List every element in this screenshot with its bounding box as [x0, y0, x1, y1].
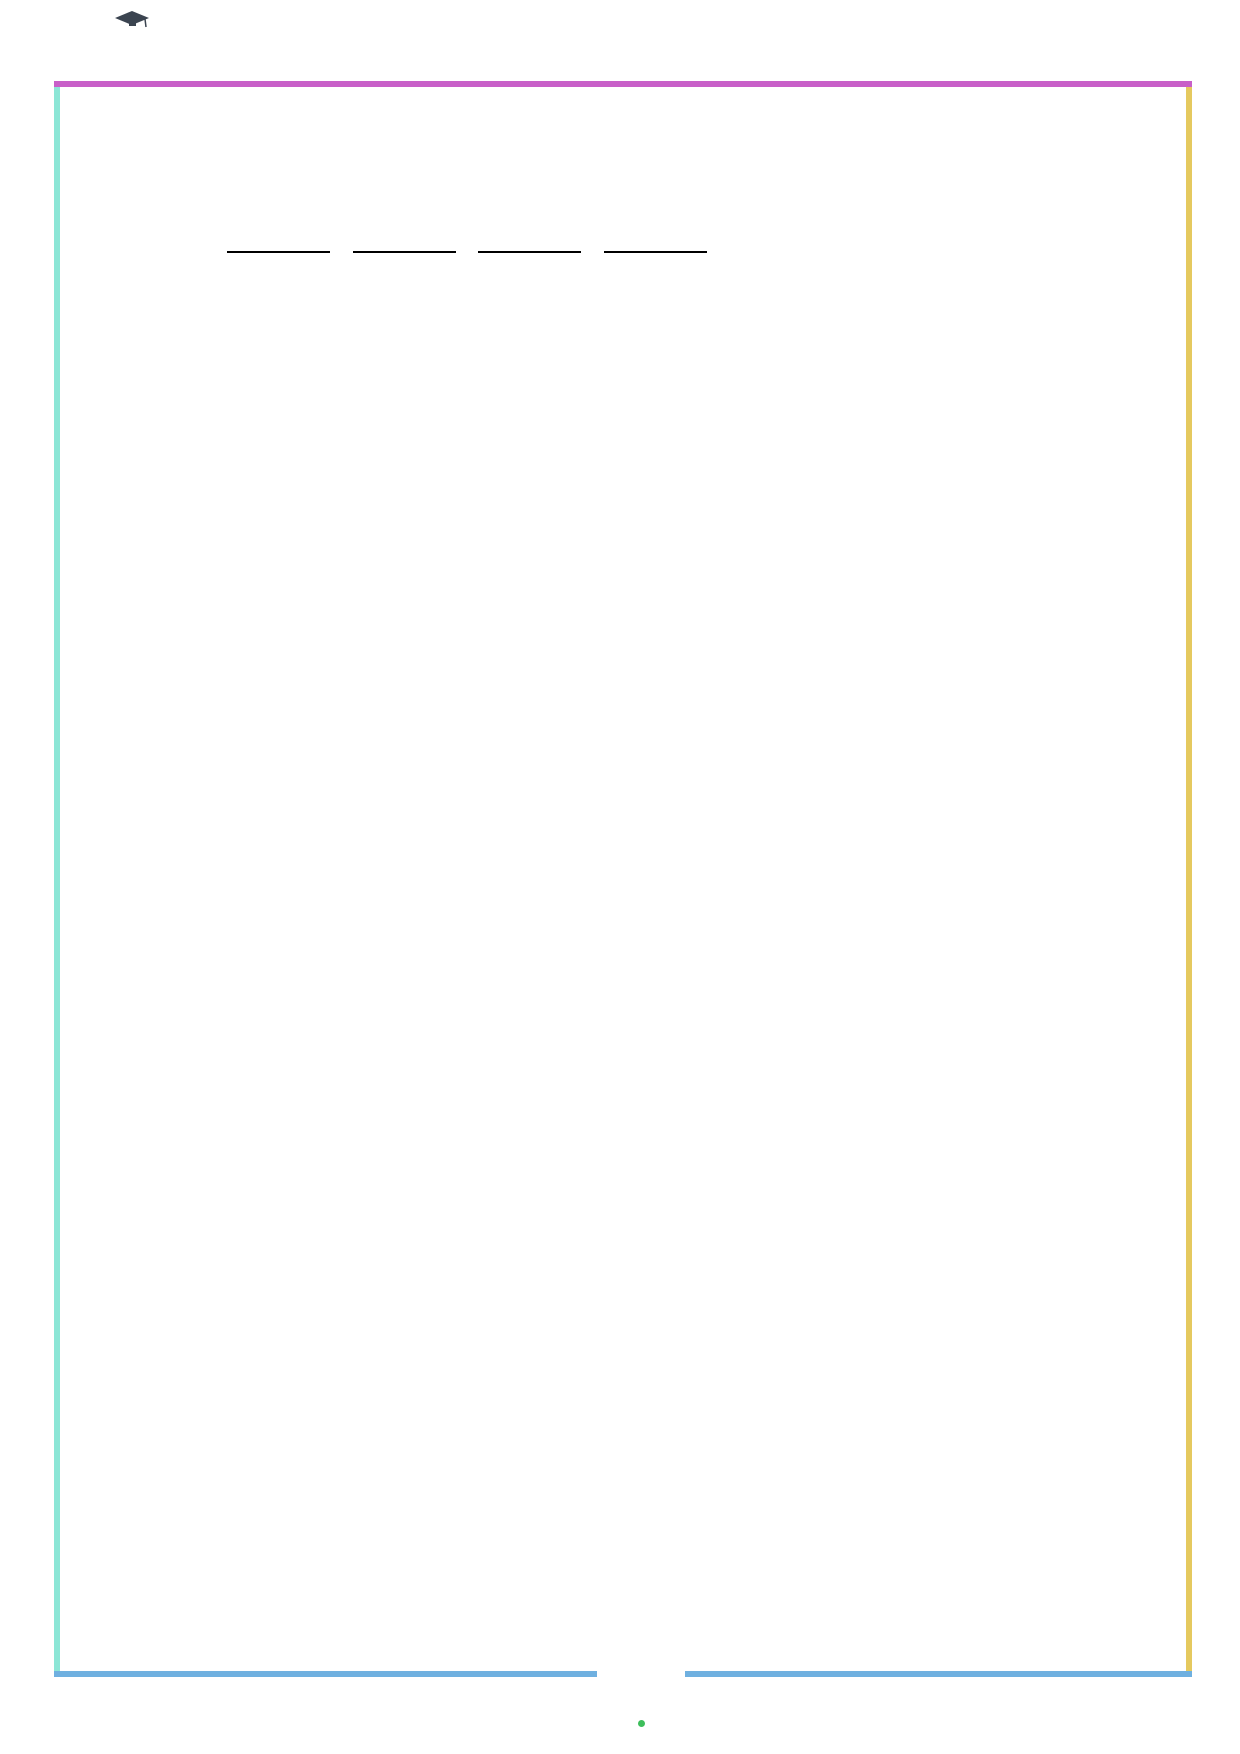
- school-blank: [227, 231, 330, 253]
- class-field: [474, 233, 581, 258]
- download-qr-code: [597, 1629, 687, 1728]
- class-blank: [478, 231, 581, 253]
- name-field: [349, 233, 456, 258]
- paper-sheet: [54, 87, 1192, 1671]
- name-blank: [353, 231, 456, 253]
- page-footer: [0, 1671, 1240, 1754]
- student-info-row: [223, 231, 720, 259]
- exam-number-field: [600, 233, 707, 258]
- wechat-dot-icon: [638, 1720, 645, 1727]
- footer-qr-center-logo: [629, 1660, 654, 1684]
- answer-qr-code: [988, 93, 1166, 271]
- exam-number-blank: [604, 231, 707, 253]
- qr-center-logo: [1074, 181, 1080, 183]
- school-field: [223, 233, 330, 258]
- footer-qr-caption: [597, 1718, 687, 1728]
- graduation-cap-icon: [115, 11, 149, 29]
